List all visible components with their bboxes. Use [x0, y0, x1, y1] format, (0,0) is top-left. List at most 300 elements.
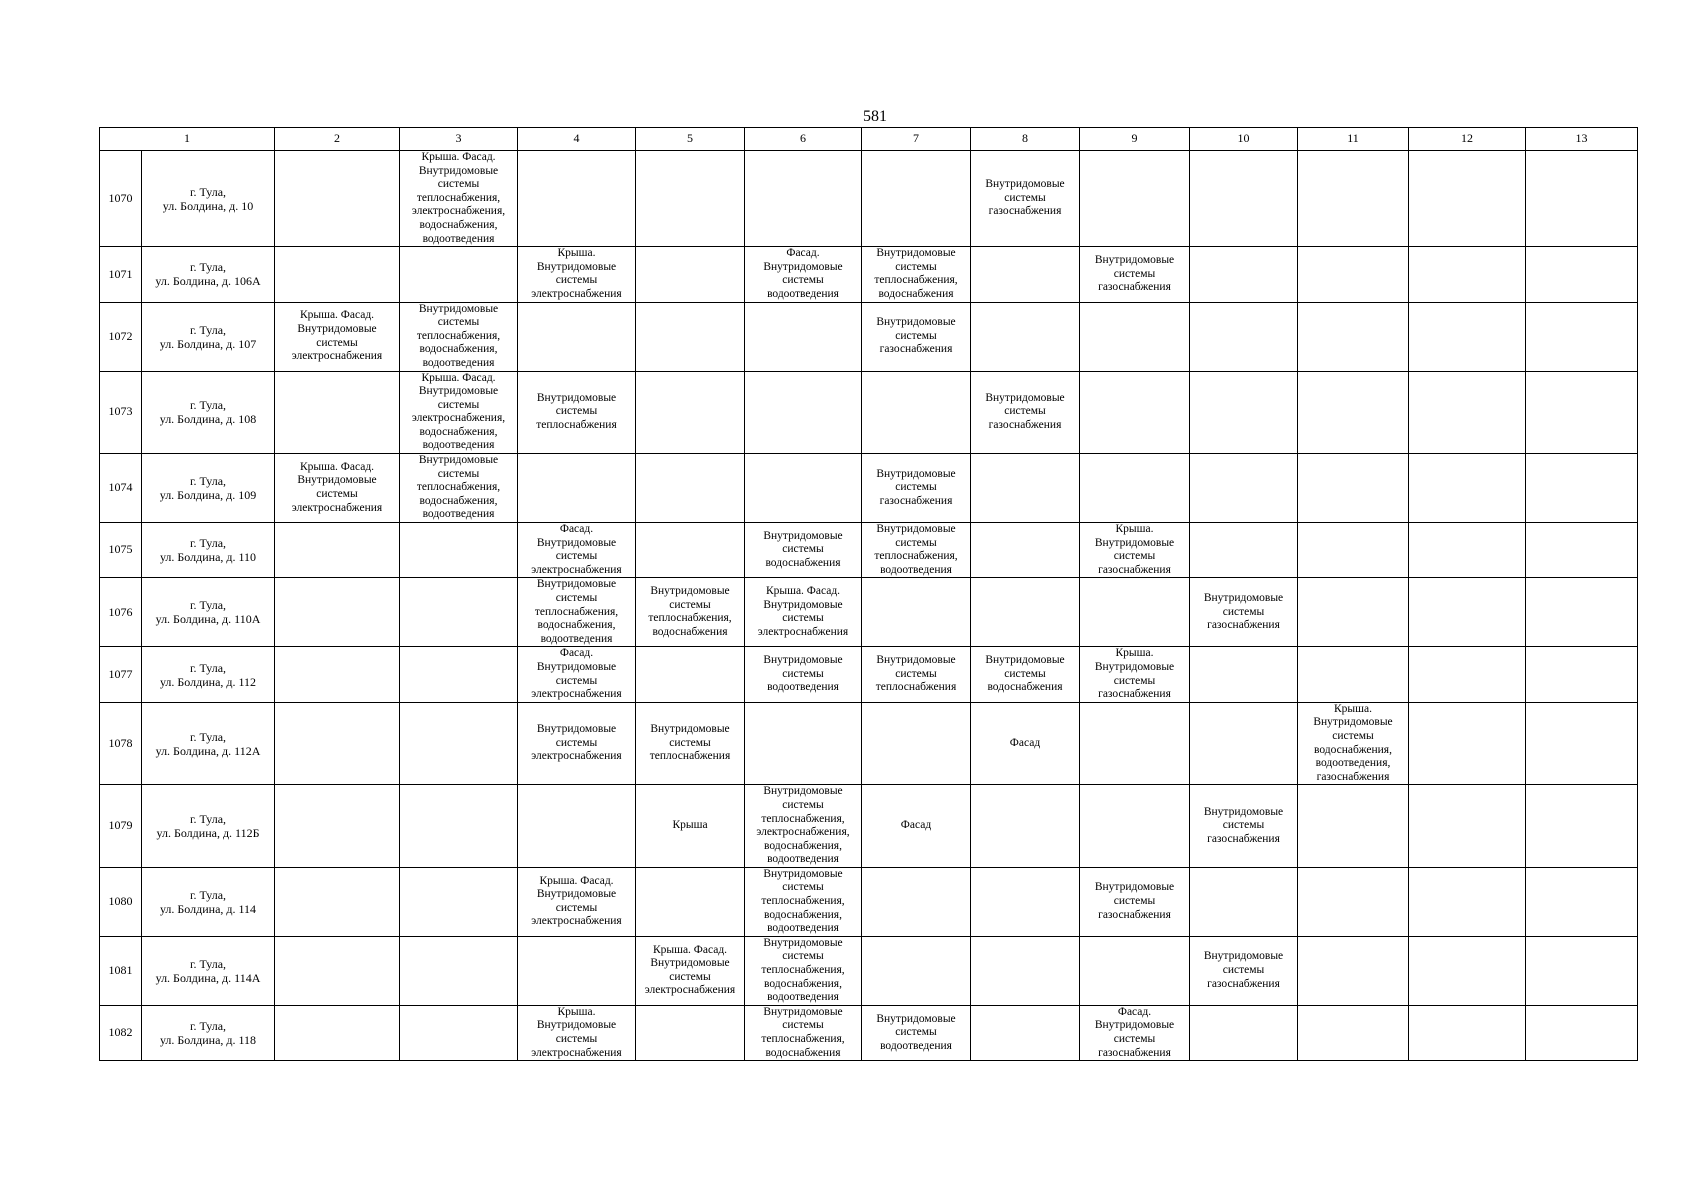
work-type-cell [971, 702, 1080, 785]
work-type-cell [1526, 936, 1638, 1005]
work-type-cell [275, 247, 400, 302]
cell-text-line: Внутридомовые [985, 654, 1065, 667]
work-type-cell [745, 647, 862, 702]
cell-text-line: теплоснабжения, [534, 605, 619, 618]
work-type-cell [862, 647, 971, 702]
cell-text-line: системы [669, 736, 711, 749]
cell-text-line: Внутридомовые [1203, 805, 1284, 818]
work-type-cell [1080, 151, 1190, 247]
cell-text-line: Крыша. Фасад. [539, 874, 614, 887]
cell-text-line: системы [1004, 191, 1046, 204]
column-number-header: 11 [1298, 128, 1409, 151]
cell-text-line: Крыша. Фасад. [765, 585, 841, 598]
address-street: ул. Болдина, д. 109 [159, 488, 257, 503]
cell-text-line: Крыша. Фасад. [421, 371, 496, 384]
work-type-cell [745, 1005, 862, 1060]
cell-text-line: системы [782, 798, 824, 811]
work-type-cell [862, 371, 971, 454]
cell-text-line: Внутридомовые [876, 247, 956, 260]
row-number: 1070 [100, 151, 142, 247]
address-street: ул. Болдина, д. 112 [159, 674, 257, 689]
cell-text-line: Крыша. [557, 247, 596, 260]
cell-text-line: Внутридомовые [876, 523, 956, 536]
work-type-cell [400, 702, 518, 785]
cell-text-line: системы [1222, 819, 1265, 832]
cell-text-line: Фасад [1009, 736, 1041, 749]
address-city: г. Тула, [189, 1019, 227, 1033]
cell-text-line: Внутридомовые [650, 585, 730, 598]
table-row [100, 785, 1638, 868]
work-type-cell [1190, 247, 1298, 302]
cell-text-line: водоснабжения, [419, 218, 498, 231]
work-type-cell [518, 578, 636, 647]
work-type-cell [636, 151, 745, 247]
work-type-cell [518, 523, 636, 578]
cell-text-line: Внутридомовые [1094, 1019, 1175, 1032]
column-number-header: 8 [971, 128, 1080, 151]
work-type-cell [1526, 867, 1638, 936]
cell-text-line: Внутридомовые [650, 957, 730, 970]
cell-text-line: водоснабжения, [764, 977, 842, 990]
work-type-cell [1298, 785, 1409, 868]
work-type-cell [518, 247, 636, 302]
table-row [100, 523, 1638, 578]
address-street: ул. Болдина, д. 10 [162, 198, 254, 213]
cell-text-line: системы [782, 274, 824, 287]
work-type-cell [745, 702, 862, 785]
work-type-cell [636, 1005, 745, 1060]
work-type-cell [275, 1005, 400, 1060]
work-type-cell [1409, 1005, 1526, 1060]
cell-text-line: газоснабжения [879, 494, 953, 507]
cell-text-line: теплоснабжения [649, 750, 731, 763]
cell-text-line: водоотведения [767, 287, 839, 300]
column-number-header: 5 [636, 128, 745, 151]
work-type-cell [862, 302, 971, 371]
cell-text-line: системы [1222, 964, 1265, 977]
work-type-cell [400, 647, 518, 702]
work-type-cell [862, 702, 971, 785]
column-number-header: 12 [1409, 128, 1526, 151]
work-type-cell [275, 867, 400, 936]
cell-text-line: теплоснабжения, [761, 812, 845, 825]
cell-text-line: системы [895, 260, 937, 273]
work-type-cell [636, 371, 745, 454]
cell-text-line: водоотведения [767, 853, 839, 866]
work-type-cell [971, 647, 1080, 702]
cell-text-line: электроснабжения [531, 287, 622, 300]
work-type-cell [1080, 371, 1190, 454]
cell-text-line: водоотведения [880, 1039, 952, 1052]
work-type-cell [1080, 247, 1190, 302]
cell-text-line: системы [1222, 605, 1265, 618]
cell-text-line: теплоснабжения, [761, 1033, 845, 1045]
cell-text-line: Фасад [900, 819, 932, 832]
work-type-cell [1080, 454, 1190, 523]
row-number: 1082 [100, 1005, 142, 1060]
cell-text-line: Внутридомовые [536, 888, 617, 901]
work-type-cell [1190, 647, 1298, 702]
work-type-cell [971, 247, 1080, 302]
cell-text-line: системы [555, 901, 598, 914]
work-type-cell [1409, 247, 1526, 302]
cell-text-line: Внутридомовые [418, 302, 499, 315]
work-type-cell [1526, 647, 1638, 702]
address-cell [142, 578, 275, 647]
cell-text-line: водоотведения [767, 922, 839, 935]
cell-text-line: электроснабжения, [411, 412, 506, 425]
work-type-cell [745, 867, 862, 936]
work-type-cell [1190, 867, 1298, 936]
row-number: 1078 [100, 702, 142, 785]
work-type-cell [745, 302, 862, 371]
cell-text-line: системы [555, 736, 598, 749]
cell-text-line: Внутридомовые [1094, 253, 1175, 266]
cell-text-line: Внутридомовые [763, 598, 843, 611]
cell-text-line: Внутридомовые [985, 178, 1065, 191]
address-street: ул. Болдина, д. 107 [159, 336, 257, 351]
cell-text-line: системы [1004, 405, 1046, 418]
cell-text-line: Внутридомовые [418, 164, 499, 177]
work-type-cell [1526, 1005, 1638, 1060]
address-cell [142, 454, 275, 523]
work-type-cell [636, 785, 745, 868]
cell-text-line: системы [1113, 895, 1156, 908]
cell-text-line: водоснабжения, [1314, 743, 1392, 756]
work-type-cell [636, 578, 745, 647]
address-cell [142, 371, 275, 454]
cell-text-line: системы [437, 316, 480, 329]
cell-text-line: Внутридомовые [536, 260, 617, 273]
row-number: 1071 [100, 247, 142, 302]
cell-text-line: Крыша. Фасад. [299, 309, 375, 322]
work-type-cell [745, 371, 862, 454]
cell-text-line: Внутридомовые [763, 785, 843, 798]
cell-text-line: Крыша. [557, 1005, 596, 1018]
work-type-cell [862, 867, 971, 936]
work-type-cell [400, 454, 518, 523]
cell-text-line: Внутридомовые [1313, 716, 1393, 729]
cell-text-line: Внутридомовые [536, 660, 617, 673]
column-number-header: 2 [275, 128, 400, 151]
work-type-cell [745, 454, 862, 523]
cell-text-line: газоснабжения [1098, 908, 1171, 921]
cell-text-line: системы [555, 1033, 598, 1045]
cell-text-line: Внутридомовые [876, 316, 956, 329]
work-type-cell [1526, 702, 1638, 785]
work-type-cell [275, 302, 400, 371]
work-type-cell [971, 371, 1080, 454]
cell-text-line: системы [1113, 550, 1156, 563]
column-number-header: 1 [100, 128, 275, 151]
cell-text-line: электроснабжения [291, 501, 383, 514]
cell-text-line: системы [669, 970, 711, 983]
cell-text-line: системы [895, 536, 937, 549]
cell-text-line: Внутридомовые [536, 1019, 617, 1032]
cell-text-line: Внутридомовые [763, 654, 843, 667]
cell-text-line: электроснабжения, [411, 205, 506, 218]
cell-text-line: системы [895, 481, 937, 494]
work-type-cell [1190, 936, 1298, 1005]
cell-text-line: водоснабжения [652, 625, 728, 638]
work-type-cell [636, 647, 745, 702]
cell-text-line: Внутридомовые [876, 467, 956, 480]
cell-text-line: системы [555, 674, 598, 687]
cell-text-line: Внутридомовые [297, 322, 377, 335]
work-type-cell [1080, 867, 1190, 936]
address-cell [142, 523, 275, 578]
work-type-cell [518, 1005, 636, 1060]
cell-text-line: Внутридомовые [1094, 536, 1175, 549]
address-city: г. Тула, [189, 260, 227, 275]
work-type-cell [275, 785, 400, 868]
table-body [100, 151, 1638, 1061]
address-street: ул. Болдина, д. 106А [155, 274, 261, 289]
cell-text-line: Внутридомовые [763, 1005, 843, 1018]
work-type-cell [862, 523, 971, 578]
work-type-cell [745, 785, 862, 868]
cell-text-line: водоотведения [767, 681, 839, 694]
cell-text-line: водоотведения [540, 632, 613, 645]
column-number-header: 6 [745, 128, 862, 151]
cell-text-line: системы [1332, 729, 1374, 742]
cell-text-line: Внутридомовые [1094, 660, 1175, 673]
address-cell [142, 936, 275, 1005]
cell-text-line: водоснабжения, [764, 908, 842, 921]
cell-text-line: электроснабжения [531, 750, 622, 763]
work-type-cell [971, 578, 1080, 647]
cell-text-line: Крыша. Фасад. [299, 460, 375, 473]
work-type-cell [1190, 523, 1298, 578]
row-number: 1073 [100, 371, 142, 454]
work-type-cell [518, 371, 636, 454]
cell-text-line: Внутридомовые [297, 474, 377, 487]
cell-text-line: водоснабжения [878, 287, 954, 300]
work-type-cell [1190, 302, 1298, 371]
cell-text-line: теплоснабжения, [648, 612, 732, 625]
cell-text-line: теплоснабжения, [416, 191, 501, 204]
page-number: 581 [863, 108, 887, 125]
table-row [100, 867, 1638, 936]
cell-text-line: водоотведения, [1315, 757, 1391, 770]
column-number-header: 4 [518, 128, 636, 151]
cell-text-line: электроснабжения [644, 984, 736, 997]
column-number-header: 3 [400, 128, 518, 151]
address-street: ул. Болдина, д. 110А [155, 612, 261, 627]
work-type-cell [636, 702, 745, 785]
cell-text-line: водоснабжения, [419, 343, 498, 356]
work-type-cell [745, 936, 862, 1005]
work-type-cell [275, 523, 400, 578]
column-number-header: 10 [1190, 128, 1298, 151]
cell-text-line: системы [782, 881, 824, 894]
work-type-cell [636, 247, 745, 302]
work-type-cell [1409, 371, 1526, 454]
cell-text-line: системы [1113, 674, 1156, 687]
cell-text-line: системы [437, 467, 480, 480]
work-type-cell [400, 371, 518, 454]
cell-text-line: системы [555, 405, 598, 418]
repair-schedule-table [99, 127, 1638, 1061]
address-city: г. Тула, [189, 474, 227, 489]
work-type-cell [1298, 936, 1409, 1005]
work-type-cell [518, 867, 636, 936]
cell-text-line: электроснабжения, [756, 826, 850, 839]
cell-text-line: Внутридомовые [876, 654, 956, 667]
address-cell [142, 702, 275, 785]
cell-text-line: системы [895, 1026, 937, 1039]
work-type-cell [400, 247, 518, 302]
cell-text-line: теплоснабжения, [761, 895, 845, 908]
table-row [100, 936, 1638, 1005]
cell-text-line: Крыша. Фасад. [652, 943, 728, 956]
row-number: 1080 [100, 867, 142, 936]
work-type-cell [636, 454, 745, 523]
cell-text-line: газоснабжения [1098, 281, 1171, 294]
work-type-cell [745, 247, 862, 302]
work-type-cell [745, 151, 862, 247]
cell-text-line: системы [782, 950, 824, 963]
address-city: г. Тула, [189, 887, 227, 902]
work-type-cell [518, 302, 636, 371]
work-type-cell [518, 647, 636, 702]
address-city: г. Тула, [189, 956, 227, 971]
work-type-cell [862, 1005, 971, 1060]
cell-text-line: газоснабжения [1207, 619, 1280, 632]
column-number-header: 13 [1526, 128, 1638, 151]
work-type-cell [400, 523, 518, 578]
cell-text-line: теплоснабжения, [416, 481, 501, 494]
cell-text-line: газоснабжения [988, 205, 1062, 218]
work-type-cell [1080, 702, 1190, 785]
cell-text-line: водоснабжения [765, 1046, 841, 1059]
work-type-cell [1298, 454, 1409, 523]
work-type-cell [1298, 702, 1409, 785]
address-cell [142, 785, 275, 868]
work-type-cell [400, 936, 518, 1005]
cell-text-line: системы [782, 543, 824, 556]
work-type-cell [1526, 454, 1638, 523]
cell-text-line: системы [555, 274, 598, 287]
cell-text-line: Внутридомовые [536, 723, 617, 736]
work-type-cell [400, 867, 518, 936]
cell-text-line: теплоснабжения [536, 419, 617, 432]
work-type-cell [275, 454, 400, 523]
table-row [100, 454, 1638, 523]
work-type-cell [1298, 523, 1409, 578]
cell-text-line: электроснабжения [531, 1046, 622, 1059]
cell-text-line: водоснабжения, [419, 494, 498, 507]
cell-text-line: Внутридомовые [536, 391, 617, 404]
work-type-cell [1298, 1005, 1409, 1060]
cell-text-line: водоотведения [880, 563, 952, 576]
address-street: ул. Болдина, д. 108 [159, 412, 257, 427]
cell-text-line: водоснабжения [987, 681, 1063, 694]
cell-text-line: Фасад. [1117, 1005, 1152, 1018]
address-city: г. Тула, [189, 322, 227, 337]
cell-text-line: системы [316, 336, 358, 349]
cell-text-line: водоснабжения, [537, 619, 616, 632]
cell-text-line: электроснабжения [757, 625, 849, 638]
work-type-cell [1190, 702, 1298, 785]
table-row [100, 702, 1638, 785]
work-type-cell [1409, 867, 1526, 936]
cell-text-line: Внутридомовые [536, 578, 617, 591]
work-type-cell [1298, 302, 1409, 371]
work-type-cell [1526, 247, 1638, 302]
cell-text-line: водоотведения [767, 991, 839, 1004]
cell-text-line: водоснабжения, [764, 839, 842, 852]
work-type-cell [518, 785, 636, 868]
cell-text-line: Фасад. [559, 647, 594, 660]
work-type-cell [275, 371, 400, 454]
cell-text-line: системы [555, 592, 598, 604]
table-row [100, 302, 1638, 371]
cell-text-line: системы [555, 550, 598, 563]
cell-text-line: теплоснабжения, [416, 329, 501, 342]
work-type-cell [971, 523, 1080, 578]
work-type-cell [1298, 578, 1409, 647]
cell-text-line: газоснабжения [1316, 770, 1390, 783]
work-type-cell [971, 1005, 1080, 1060]
cell-text-line: Внутридомовые [985, 391, 1065, 404]
cell-text-line: системы [895, 667, 937, 680]
address-city: г. Тула, [189, 398, 227, 413]
work-type-cell [1409, 523, 1526, 578]
address-street: ул. Болдина, д. 114А [155, 970, 261, 985]
cell-text-line: Внутридомовые [763, 260, 843, 273]
cell-text-line: теплоснабжения, [874, 550, 958, 563]
work-type-cell [1190, 1005, 1298, 1060]
work-type-cell [745, 578, 862, 647]
cell-text-line: Внутридомовые [763, 936, 843, 949]
work-type-cell [1080, 936, 1190, 1005]
work-type-cell [1080, 302, 1190, 371]
cell-text-line: газоснабжения [1207, 977, 1280, 990]
column-number-header: 7 [862, 128, 971, 151]
cell-text-line: системы [316, 488, 358, 501]
cell-text-line: газоснабжения [1207, 832, 1280, 845]
work-type-cell [1190, 578, 1298, 647]
work-type-cell [1526, 151, 1638, 247]
work-type-cell [636, 523, 745, 578]
work-type-cell [1298, 371, 1409, 454]
work-type-cell [518, 151, 636, 247]
cell-text-line: Внутридомовые [876, 1012, 956, 1025]
work-type-cell [745, 523, 862, 578]
cell-text-line: газоснабжения [1098, 1046, 1171, 1059]
work-type-cell [275, 578, 400, 647]
work-type-cell [1409, 578, 1526, 647]
cell-text-line: теплоснабжения, [874, 274, 958, 287]
cell-text-line: Фасад. [786, 247, 820, 260]
work-type-cell [1526, 578, 1638, 647]
cell-text-line: газоснабжения [1098, 688, 1171, 701]
work-type-cell [275, 151, 400, 247]
address-city: г. Тула, [189, 536, 227, 551]
row-number: 1072 [100, 302, 142, 371]
work-type-cell [971, 302, 1080, 371]
cell-text-line: системы [895, 329, 937, 342]
work-type-cell [518, 454, 636, 523]
work-type-cell [400, 302, 518, 371]
work-type-cell [1080, 785, 1190, 868]
work-type-cell [400, 151, 518, 247]
work-type-cell [1526, 523, 1638, 578]
table-row [100, 151, 1638, 247]
row-number: 1079 [100, 785, 142, 868]
cell-text-line: Фасад. [559, 523, 594, 536]
